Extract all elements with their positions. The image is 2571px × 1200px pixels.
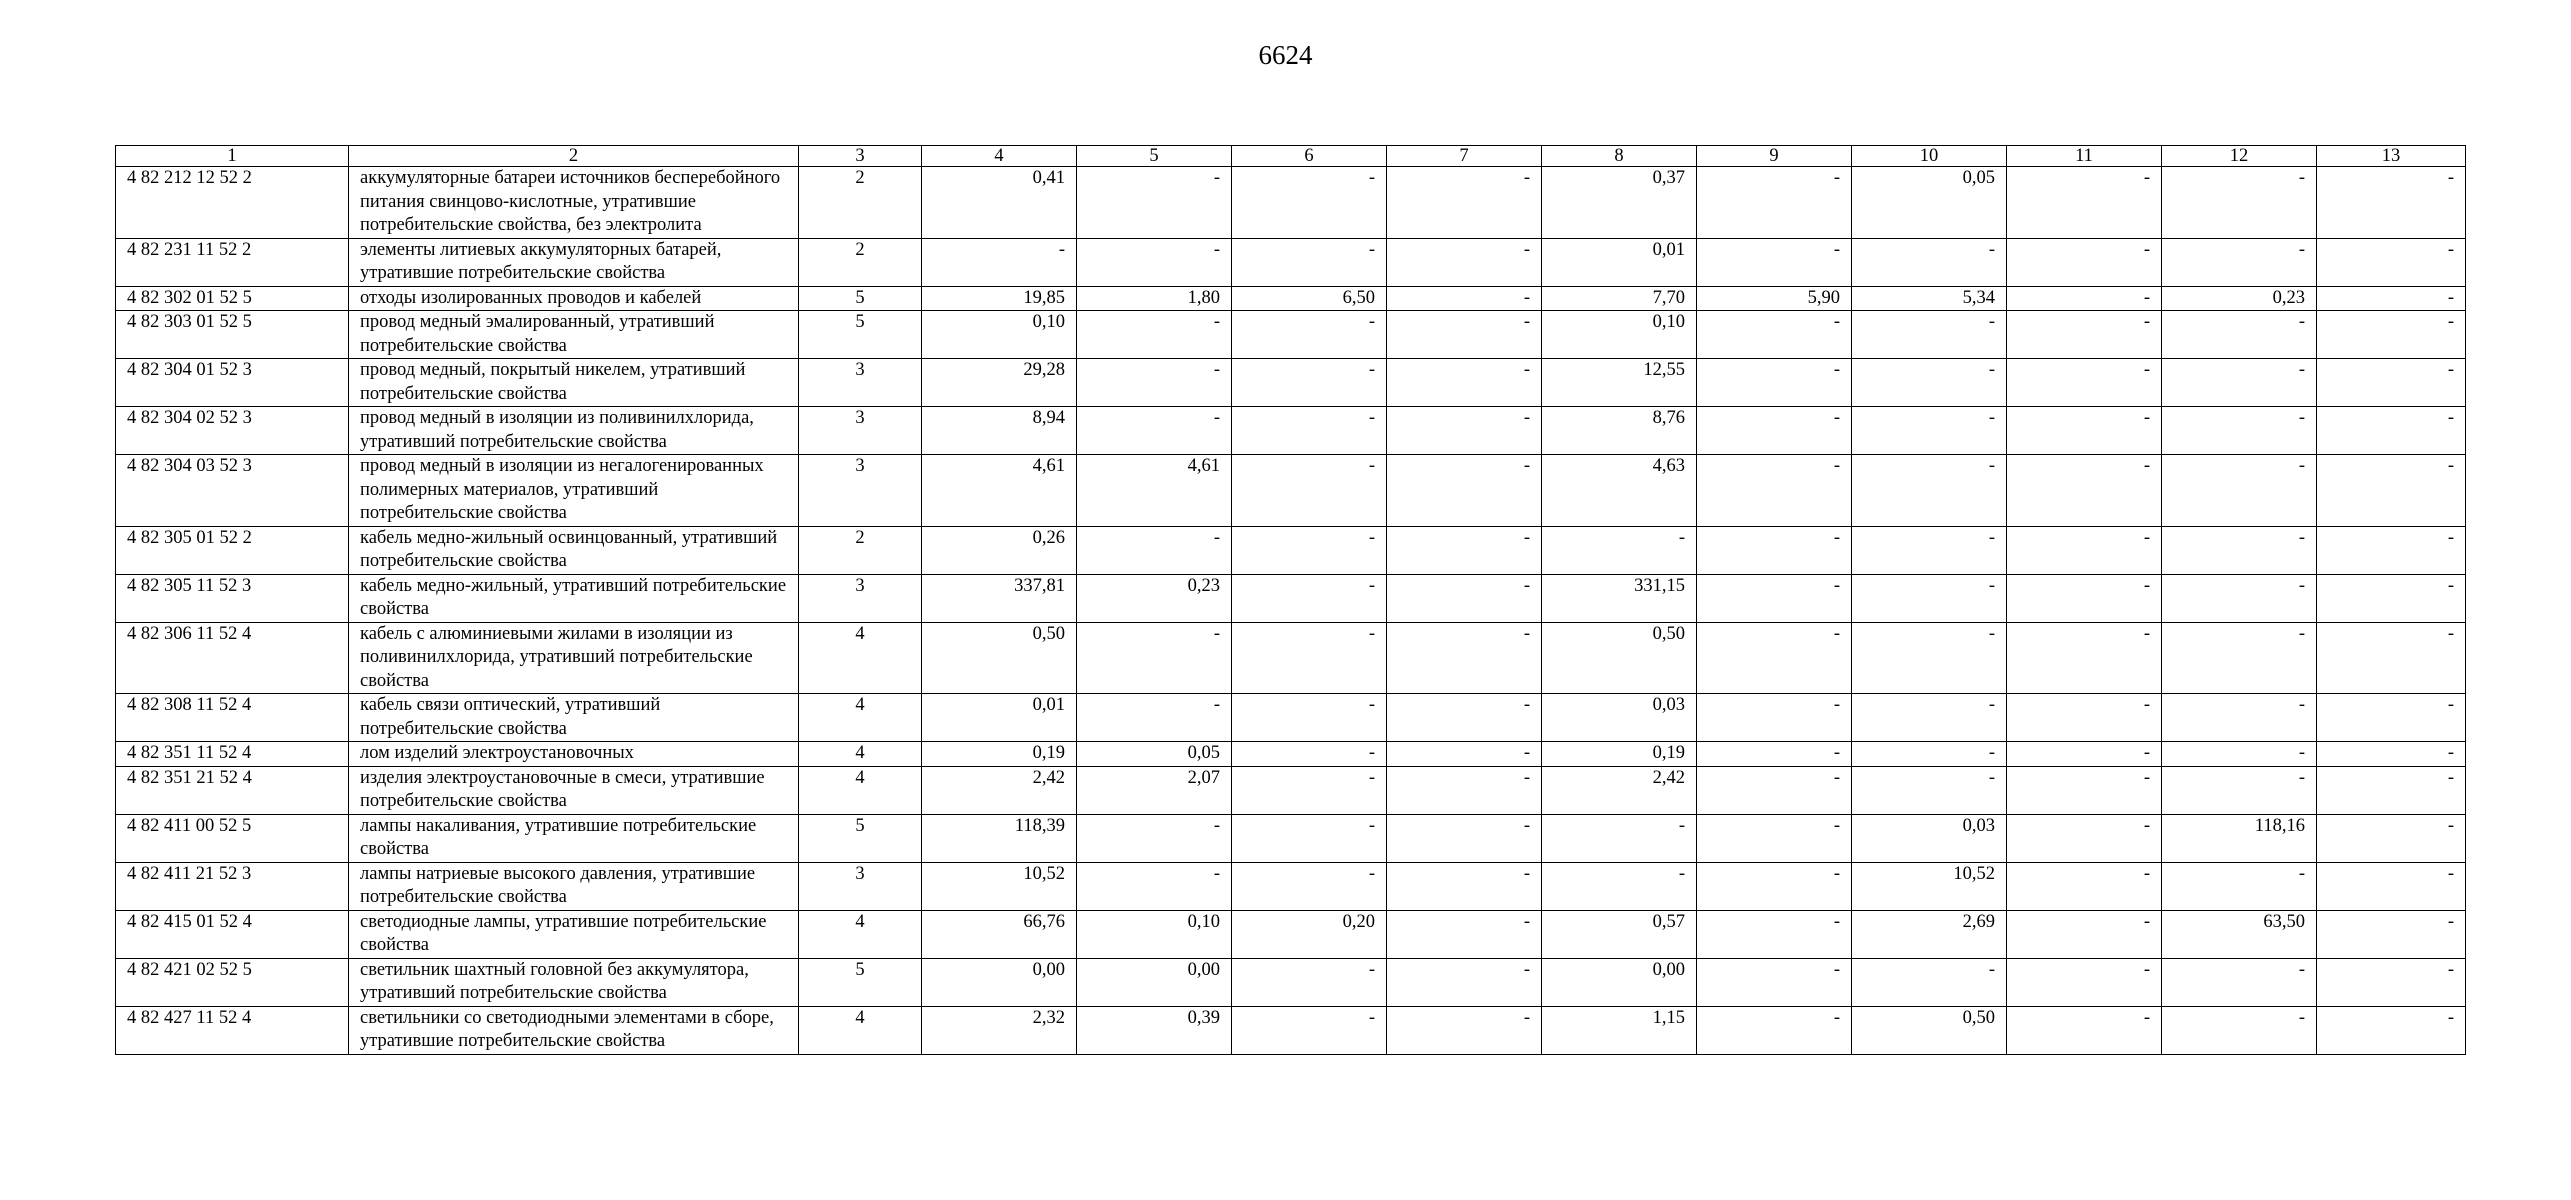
value-cell-col-11: - xyxy=(2007,910,2162,958)
value-cell-col-13: - xyxy=(2317,766,2466,814)
table-row xyxy=(116,286,2466,311)
value-cell-col-5: - xyxy=(1077,238,1232,286)
waste-code-cell: 4 82 304 02 52 3 xyxy=(116,407,349,455)
value-cell-col-10: - xyxy=(1852,359,2007,407)
table-row xyxy=(116,910,2466,958)
value-cell-col-8: 1,15 xyxy=(1542,1006,1697,1054)
hazard-class-cell: 4 xyxy=(799,1006,922,1054)
value-cell-col-5: 0,23 xyxy=(1077,574,1232,622)
waste-name-cell: провод медный в изоляции из негалогенированных полимерных материалов, утративший потребительские свойства xyxy=(349,455,799,527)
value-cell-col-5: - xyxy=(1077,407,1232,455)
hazard-class-cell: 4 xyxy=(799,910,922,958)
page-number: 6624 xyxy=(1258,40,1313,70)
waste-name-cell: светильники со светодиодными элементами в сборе, утратившие потребительские свойства xyxy=(349,1006,799,1054)
value-cell-col-13: - xyxy=(2317,622,2466,694)
value-cell-col-6: 6,50 xyxy=(1232,286,1387,311)
value-cell-col-10: - xyxy=(1852,526,2007,574)
value-cell-col-8: 0,37 xyxy=(1542,167,1697,239)
value-cell-col-11: - xyxy=(2007,526,2162,574)
value-cell-col-7: - xyxy=(1387,622,1542,694)
value-cell-col-4: 2,42 xyxy=(922,766,1077,814)
value-cell-col-10: 0,50 xyxy=(1852,1006,2007,1054)
hazard-class-cell: 3 xyxy=(799,574,922,622)
value-cell-col-10: 5,34 xyxy=(1852,286,2007,311)
waste-code-cell: 4 82 411 00 52 5 xyxy=(116,814,349,862)
waste-code-cell: 4 82 411 21 52 3 xyxy=(116,862,349,910)
value-cell-col-5: - xyxy=(1077,862,1232,910)
value-cell-col-12: - xyxy=(2162,742,2317,767)
value-cell-col-8: 0,01 xyxy=(1542,238,1697,286)
column-header: 11 xyxy=(2007,146,2162,167)
value-cell-col-10: - xyxy=(1852,455,2007,527)
value-cell-col-9: - xyxy=(1697,622,1852,694)
value-cell-col-11: - xyxy=(2007,622,2162,694)
value-cell-col-9: - xyxy=(1697,694,1852,742)
column-header: 4 xyxy=(922,146,1077,167)
waste-code-cell: 4 82 308 11 52 4 xyxy=(116,694,349,742)
value-cell-col-12: - xyxy=(2162,526,2317,574)
waste-code-cell: 4 82 306 11 52 4 xyxy=(116,622,349,694)
value-cell-col-11: - xyxy=(2007,1006,2162,1054)
hazard-class-cell: 5 xyxy=(799,286,922,311)
value-cell-col-8: - xyxy=(1542,526,1697,574)
value-cell-col-9: - xyxy=(1697,574,1852,622)
value-cell-col-13: - xyxy=(2317,574,2466,622)
value-cell-col-11: - xyxy=(2007,814,2162,862)
value-cell-col-9: - xyxy=(1697,407,1852,455)
column-header: 5 xyxy=(1077,146,1232,167)
value-cell-col-9: - xyxy=(1697,910,1852,958)
value-cell-col-11: - xyxy=(2007,238,2162,286)
value-cell-col-6: - xyxy=(1232,574,1387,622)
column-header: 6 xyxy=(1232,146,1387,167)
value-cell-col-4: 118,39 xyxy=(922,814,1077,862)
value-cell-col-13: - xyxy=(2317,311,2466,359)
value-cell-col-13: - xyxy=(2317,694,2466,742)
value-cell-col-6: - xyxy=(1232,167,1387,239)
waste-code-cell: 4 82 427 11 52 4 xyxy=(116,1006,349,1054)
value-cell-col-13: - xyxy=(2317,958,2466,1006)
waste-code-cell: 4 82 231 11 52 2 xyxy=(116,238,349,286)
value-cell-col-4: 66,76 xyxy=(922,910,1077,958)
value-cell-col-10: - xyxy=(1852,622,2007,694)
table-row xyxy=(116,622,2466,694)
value-cell-col-7: - xyxy=(1387,766,1542,814)
value-cell-col-4: 8,94 xyxy=(922,407,1077,455)
value-cell-col-9: - xyxy=(1697,766,1852,814)
value-cell-col-4: 2,32 xyxy=(922,1006,1077,1054)
value-cell-col-5: - xyxy=(1077,311,1232,359)
waste-code-cell: 4 82 304 03 52 3 xyxy=(116,455,349,527)
value-cell-col-11: - xyxy=(2007,455,2162,527)
value-cell-col-7: - xyxy=(1387,526,1542,574)
waste-code-cell: 4 82 302 01 52 5 xyxy=(116,286,349,311)
value-cell-col-4: 0,26 xyxy=(922,526,1077,574)
column-header: 1 xyxy=(116,146,349,167)
waste-code-cell: 4 82 305 11 52 3 xyxy=(116,574,349,622)
table-row xyxy=(116,574,2466,622)
value-cell-col-8: 4,63 xyxy=(1542,455,1697,527)
value-cell-col-12: - xyxy=(2162,862,2317,910)
value-cell-col-13: - xyxy=(2317,359,2466,407)
value-cell-col-11: - xyxy=(2007,286,2162,311)
value-cell-col-7: - xyxy=(1387,814,1542,862)
value-cell-col-12: 118,16 xyxy=(2162,814,2317,862)
value-cell-col-10: - xyxy=(1852,958,2007,1006)
value-cell-col-6: - xyxy=(1232,694,1387,742)
value-cell-col-4: 0,41 xyxy=(922,167,1077,239)
value-cell-col-13: - xyxy=(2317,238,2466,286)
waste-name-cell: кабель медно-жильный освинцованный, утративший потребительские свойства xyxy=(349,526,799,574)
value-cell-col-12: - xyxy=(2162,455,2317,527)
hazard-class-cell: 3 xyxy=(799,862,922,910)
value-cell-col-12: - xyxy=(2162,238,2317,286)
value-cell-col-12: - xyxy=(2162,359,2317,407)
value-cell-col-11: - xyxy=(2007,167,2162,239)
table-row xyxy=(116,167,2466,239)
value-cell-col-11: - xyxy=(2007,862,2162,910)
value-cell-col-9: - xyxy=(1697,1006,1852,1054)
value-cell-col-7: - xyxy=(1387,742,1542,767)
table-row xyxy=(116,694,2466,742)
table-row xyxy=(116,1006,2466,1054)
value-cell-col-8: 12,55 xyxy=(1542,359,1697,407)
value-cell-col-13: - xyxy=(2317,167,2466,239)
waste-name-cell: элементы литиевых аккумуляторных батарей, утратившие потребительские свойства xyxy=(349,238,799,286)
value-cell-col-6: 0,20 xyxy=(1232,910,1387,958)
value-cell-col-4: 0,00 xyxy=(922,958,1077,1006)
value-cell-col-6: - xyxy=(1232,407,1387,455)
waste-code-cell: 4 82 415 01 52 4 xyxy=(116,910,349,958)
value-cell-col-13: - xyxy=(2317,742,2466,767)
value-cell-col-4: 0,10 xyxy=(922,311,1077,359)
value-cell-col-11: - xyxy=(2007,311,2162,359)
column-header: 13 xyxy=(2317,146,2466,167)
value-cell-col-4: 4,61 xyxy=(922,455,1077,527)
value-cell-col-13: - xyxy=(2317,407,2466,455)
hazard-class-cell: 5 xyxy=(799,311,922,359)
value-cell-col-7: - xyxy=(1387,238,1542,286)
value-cell-col-7: - xyxy=(1387,910,1542,958)
value-cell-col-5: - xyxy=(1077,694,1232,742)
value-cell-col-8: 0,19 xyxy=(1542,742,1697,767)
hazard-class-cell: 2 xyxy=(799,526,922,574)
hazard-class-cell: 4 xyxy=(799,742,922,767)
value-cell-col-9: - xyxy=(1697,742,1852,767)
waste-name-cell: изделия электроустановочные в смеси, утратившие потребительские свойства xyxy=(349,766,799,814)
value-cell-col-8: 331,15 xyxy=(1542,574,1697,622)
waste-name-cell: провод медный эмалированный, утративший потребительские свойства xyxy=(349,311,799,359)
value-cell-col-11: - xyxy=(2007,359,2162,407)
value-cell-col-4: 19,85 xyxy=(922,286,1077,311)
value-cell-col-4: 0,50 xyxy=(922,622,1077,694)
value-cell-col-10: 0,05 xyxy=(1852,167,2007,239)
waste-name-cell: провод медный в изоляции из поливинилхлорида, утративший потребительские свойства xyxy=(349,407,799,455)
value-cell-col-5: - xyxy=(1077,814,1232,862)
table-row xyxy=(116,862,2466,910)
value-cell-col-9: - xyxy=(1697,814,1852,862)
value-cell-col-6: - xyxy=(1232,766,1387,814)
value-cell-col-7: - xyxy=(1387,407,1542,455)
value-cell-col-6: - xyxy=(1232,742,1387,767)
value-cell-col-10: - xyxy=(1852,742,2007,767)
value-cell-col-9: - xyxy=(1697,167,1852,239)
value-cell-col-8: 0,10 xyxy=(1542,311,1697,359)
value-cell-col-6: - xyxy=(1232,526,1387,574)
value-cell-col-5: - xyxy=(1077,526,1232,574)
value-cell-col-7: - xyxy=(1387,167,1542,239)
value-cell-col-13: - xyxy=(2317,455,2466,527)
hazard-class-cell: 5 xyxy=(799,814,922,862)
waste-code-cell: 4 82 304 01 52 3 xyxy=(116,359,349,407)
hazard-class-cell: 2 xyxy=(799,167,922,239)
table-row xyxy=(116,407,2466,455)
value-cell-col-7: - xyxy=(1387,286,1542,311)
value-cell-col-12: - xyxy=(2162,574,2317,622)
value-cell-col-5: - xyxy=(1077,167,1232,239)
value-cell-col-5: - xyxy=(1077,622,1232,694)
value-cell-col-10: - xyxy=(1852,407,2007,455)
waste-name-cell: светодиодные лампы, утратившие потребительские свойства xyxy=(349,910,799,958)
value-cell-col-5: 2,07 xyxy=(1077,766,1232,814)
hazard-class-cell: 3 xyxy=(799,407,922,455)
column-header: 7 xyxy=(1387,146,1542,167)
hazard-class-cell: 3 xyxy=(799,455,922,527)
waste-name-cell: лом изделий электроустановочных xyxy=(349,742,799,767)
table-row xyxy=(116,526,2466,574)
value-cell-col-12: 0,23 xyxy=(2162,286,2317,311)
waste-code-cell: 4 82 305 01 52 2 xyxy=(116,526,349,574)
value-cell-col-10: - xyxy=(1852,311,2007,359)
waste-code-cell: 4 82 421 02 52 5 xyxy=(116,958,349,1006)
table-row xyxy=(116,238,2466,286)
value-cell-col-8: 0,00 xyxy=(1542,958,1697,1006)
value-cell-col-6: - xyxy=(1232,814,1387,862)
value-cell-col-4: 10,52 xyxy=(922,862,1077,910)
value-cell-col-5: 4,61 xyxy=(1077,455,1232,527)
value-cell-col-10: 10,52 xyxy=(1852,862,2007,910)
value-cell-col-12: 63,50 xyxy=(2162,910,2317,958)
value-cell-col-4: - xyxy=(922,238,1077,286)
value-cell-col-10: - xyxy=(1852,766,2007,814)
value-cell-col-5: - xyxy=(1077,359,1232,407)
hazard-class-cell: 4 xyxy=(799,766,922,814)
value-cell-col-13: - xyxy=(2317,286,2466,311)
value-cell-col-4: 0,01 xyxy=(922,694,1077,742)
table-row xyxy=(116,766,2466,814)
hazard-class-cell: 4 xyxy=(799,694,922,742)
value-cell-col-7: - xyxy=(1387,862,1542,910)
waste-code-cell: 4 82 351 21 52 4 xyxy=(116,766,349,814)
value-cell-col-12: - xyxy=(2162,622,2317,694)
hazard-class-cell: 2 xyxy=(799,238,922,286)
value-cell-col-7: - xyxy=(1387,455,1542,527)
waste-name-cell: аккумуляторные батареи источников бесперебойного питания свинцово-кислотные, утратившие потребительские свойства, без электролита xyxy=(349,167,799,239)
value-cell-col-9: 5,90 xyxy=(1697,286,1852,311)
value-cell-col-6: - xyxy=(1232,238,1387,286)
value-cell-col-7: - xyxy=(1387,958,1542,1006)
value-cell-col-11: - xyxy=(2007,958,2162,1006)
value-cell-col-9: - xyxy=(1697,238,1852,286)
value-cell-col-8: 0,03 xyxy=(1542,694,1697,742)
waste-name-cell: лампы накаливания, утратившие потребительские свойства xyxy=(349,814,799,862)
value-cell-col-4: 29,28 xyxy=(922,359,1077,407)
value-cell-col-9: - xyxy=(1697,311,1852,359)
waste-name-cell: кабель медно-жильный, утративший потребительские свойства xyxy=(349,574,799,622)
value-cell-col-13: - xyxy=(2317,1006,2466,1054)
column-header: 3 xyxy=(799,146,922,167)
value-cell-col-9: - xyxy=(1697,526,1852,574)
value-cell-col-10: 2,69 xyxy=(1852,910,2007,958)
column-header: 2 xyxy=(349,146,799,167)
waste-code-cell: 4 82 303 01 52 5 xyxy=(116,311,349,359)
value-cell-col-6: - xyxy=(1232,1006,1387,1054)
value-cell-col-6: - xyxy=(1232,455,1387,527)
value-cell-col-7: - xyxy=(1387,359,1542,407)
value-cell-col-11: - xyxy=(2007,694,2162,742)
value-cell-col-5: 0,05 xyxy=(1077,742,1232,767)
table-row xyxy=(116,958,2466,1006)
waste-name-cell: кабель с алюминиевыми жилами в изоляции из поливинилхлорида, утративший потребительские свойства xyxy=(349,622,799,694)
value-cell-col-10: 0,03 xyxy=(1852,814,2007,862)
hazard-class-cell: 5 xyxy=(799,958,922,1006)
column-header: 10 xyxy=(1852,146,2007,167)
hazard-class-cell: 4 xyxy=(799,622,922,694)
value-cell-col-13: - xyxy=(2317,526,2466,574)
table-row xyxy=(116,814,2466,862)
value-cell-col-8: 0,50 xyxy=(1542,622,1697,694)
column-header: 12 xyxy=(2162,146,2317,167)
value-cell-col-12: - xyxy=(2162,694,2317,742)
value-cell-col-5: 0,39 xyxy=(1077,1006,1232,1054)
waste-name-cell: кабель связи оптический, утративший потребительские свойства xyxy=(349,694,799,742)
value-cell-col-6: - xyxy=(1232,958,1387,1006)
value-cell-col-12: - xyxy=(2162,407,2317,455)
value-cell-col-10: - xyxy=(1852,574,2007,622)
value-cell-col-7: - xyxy=(1387,574,1542,622)
value-cell-col-5: 1,80 xyxy=(1077,286,1232,311)
value-cell-col-11: - xyxy=(2007,766,2162,814)
waste-name-cell: отходы изолированных проводов и кабелей xyxy=(349,286,799,311)
value-cell-col-4: 337,81 xyxy=(922,574,1077,622)
value-cell-col-8: 8,76 xyxy=(1542,407,1697,455)
value-cell-col-10: - xyxy=(1852,694,2007,742)
table-row xyxy=(116,742,2466,767)
hazard-class-cell: 3 xyxy=(799,359,922,407)
value-cell-col-9: - xyxy=(1697,862,1852,910)
table-row xyxy=(116,311,2466,359)
value-cell-col-11: - xyxy=(2007,407,2162,455)
waste-name-cell: светильник шахтный головной без аккумулятора, утративший потребительские свойства xyxy=(349,958,799,1006)
value-cell-col-12: - xyxy=(2162,766,2317,814)
value-cell-col-13: - xyxy=(2317,862,2466,910)
waste-name-cell: лампы натриевые высокого давления, утратившие потребительские свойства xyxy=(349,862,799,910)
value-cell-col-6: - xyxy=(1232,862,1387,910)
value-cell-col-6: - xyxy=(1232,359,1387,407)
value-cell-col-8: 2,42 xyxy=(1542,766,1697,814)
waste-code-cell: 4 82 351 11 52 4 xyxy=(116,742,349,767)
table-row xyxy=(116,359,2466,407)
column-header: 8 xyxy=(1542,146,1697,167)
value-cell-col-11: - xyxy=(2007,574,2162,622)
waste-table xyxy=(115,145,2466,1055)
value-cell-col-5: 0,00 xyxy=(1077,958,1232,1006)
value-cell-col-13: - xyxy=(2317,910,2466,958)
column-header: 9 xyxy=(1697,146,1852,167)
value-cell-col-13: - xyxy=(2317,814,2466,862)
value-cell-col-9: - xyxy=(1697,359,1852,407)
value-cell-col-9: - xyxy=(1697,958,1852,1006)
value-cell-col-8: 0,57 xyxy=(1542,910,1697,958)
value-cell-col-11: - xyxy=(2007,742,2162,767)
value-cell-col-8: 7,70 xyxy=(1542,286,1697,311)
value-cell-col-9: - xyxy=(1697,455,1852,527)
value-cell-col-7: - xyxy=(1387,311,1542,359)
value-cell-col-6: - xyxy=(1232,622,1387,694)
value-cell-col-8: - xyxy=(1542,862,1697,910)
value-cell-col-8: - xyxy=(1542,814,1697,862)
value-cell-col-5: 0,10 xyxy=(1077,910,1232,958)
waste-code-cell: 4 82 212 12 52 2 xyxy=(116,167,349,239)
value-cell-col-7: - xyxy=(1387,694,1542,742)
value-cell-col-10: - xyxy=(1852,238,2007,286)
value-cell-col-12: - xyxy=(2162,311,2317,359)
value-cell-col-7: - xyxy=(1387,1006,1542,1054)
value-cell-col-12: - xyxy=(2162,167,2317,239)
value-cell-col-12: - xyxy=(2162,1006,2317,1054)
value-cell-col-6: - xyxy=(1232,311,1387,359)
value-cell-col-4: 0,19 xyxy=(922,742,1077,767)
waste-name-cell: провод медный, покрытый никелем, утративший потребительские свойства xyxy=(349,359,799,407)
header-row xyxy=(116,146,2466,167)
table-row xyxy=(116,455,2466,527)
value-cell-col-12: - xyxy=(2162,958,2317,1006)
